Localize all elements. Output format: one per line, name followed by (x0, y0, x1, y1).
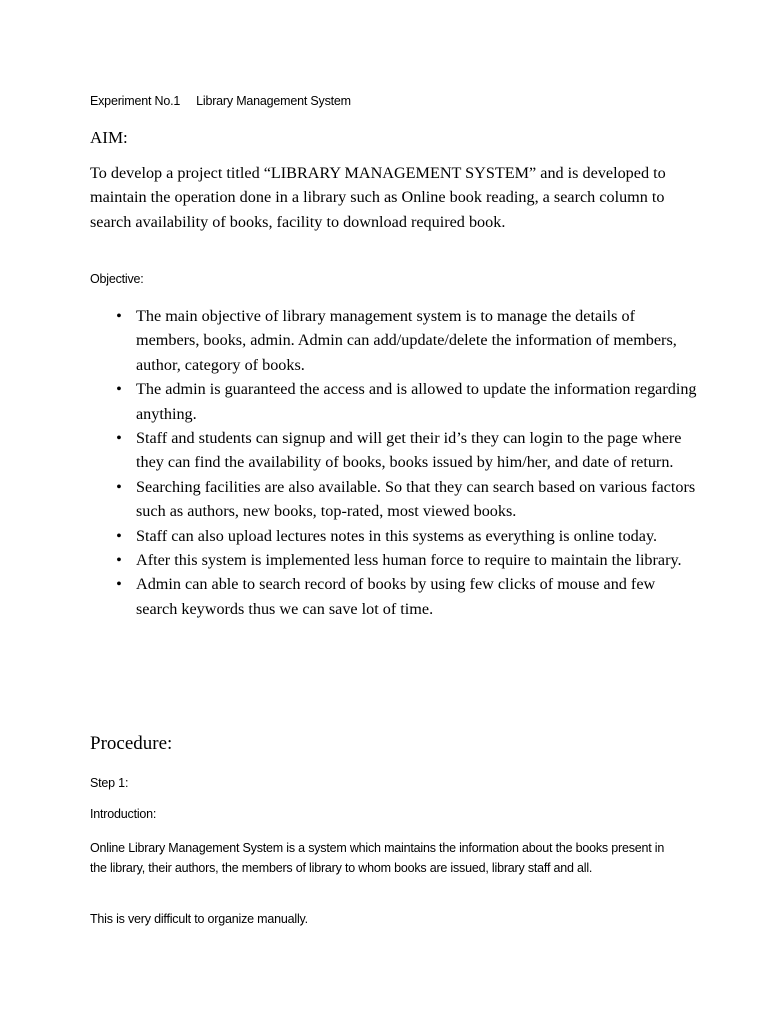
objective-item (90, 572, 700, 621)
introduction-paragraph: Online Library Management System is a system which maintains the information about the books present in the library, their authors, the members of library to whom books are issued, library staff and all. (90, 841, 665, 876)
objective-item (90, 304, 700, 377)
objective-label: Objective: (90, 272, 144, 286)
objective-item-text: Admin can able to search record of books by using few clicks of mouse and few search keywords thus we can save lot of time. (136, 575, 656, 618)
objective-item (90, 548, 700, 572)
bullet-icon: • (116, 380, 122, 399)
objective-item-text: After this system is implemented less human force to require to maintain the library. (136, 551, 682, 570)
bullet-icon: • (116, 307, 122, 325)
objective-item-text: The main objective of library management system is to manage the details of members, books, admin. Admin can add/update/delete the information of members, author, category of books. (136, 307, 677, 374)
bullet-icon: • (116, 477, 122, 496)
objective-item (90, 475, 700, 524)
aim-paragraph: To develop a project titled “LIBRARY MANAGEMENT SYSTEM” and is developed to maintain the operation done in a library such as Online book reading, a search column to search availability of books, facility to download required book. (90, 164, 666, 231)
bullet-icon: • (116, 429, 122, 448)
objective-item-text: Staff and students can signup and will get their id’s they can login to the page where they can find the availability of books, books issued by him/her, and date of return. (136, 429, 682, 472)
objective-item (90, 524, 700, 548)
aim-heading: AIM: (90, 128, 128, 147)
bullet-icon: • (116, 551, 122, 570)
objective-item (90, 426, 700, 475)
experiment-title: Library Management System (196, 94, 351, 108)
objective-item (90, 377, 700, 426)
bullet-icon: • (116, 575, 122, 594)
experiment-header (90, 94, 351, 108)
difficulty-paragraph: This is very difficult to organize manually. (90, 912, 308, 926)
step-label: Step 1: (90, 776, 129, 790)
objective-item-text: Searching facilities are also available. So that they can search based on various factors such as authors, new books, top-rated, most viewed books. (136, 477, 696, 521)
objective-item-text: The admin is guaranteed the access and is allowed to update the information regarding anything. (136, 380, 697, 423)
experiment-number: Experiment No.1 (90, 94, 181, 108)
objective-list (90, 304, 700, 621)
introduction-label: Introduction: (90, 807, 157, 821)
objective-item-text: Staff can also upload lectures notes in this systems as everything is online today. (136, 526, 658, 545)
bullet-icon: • (116, 526, 122, 545)
procedure-heading: Procedure: (90, 733, 173, 754)
